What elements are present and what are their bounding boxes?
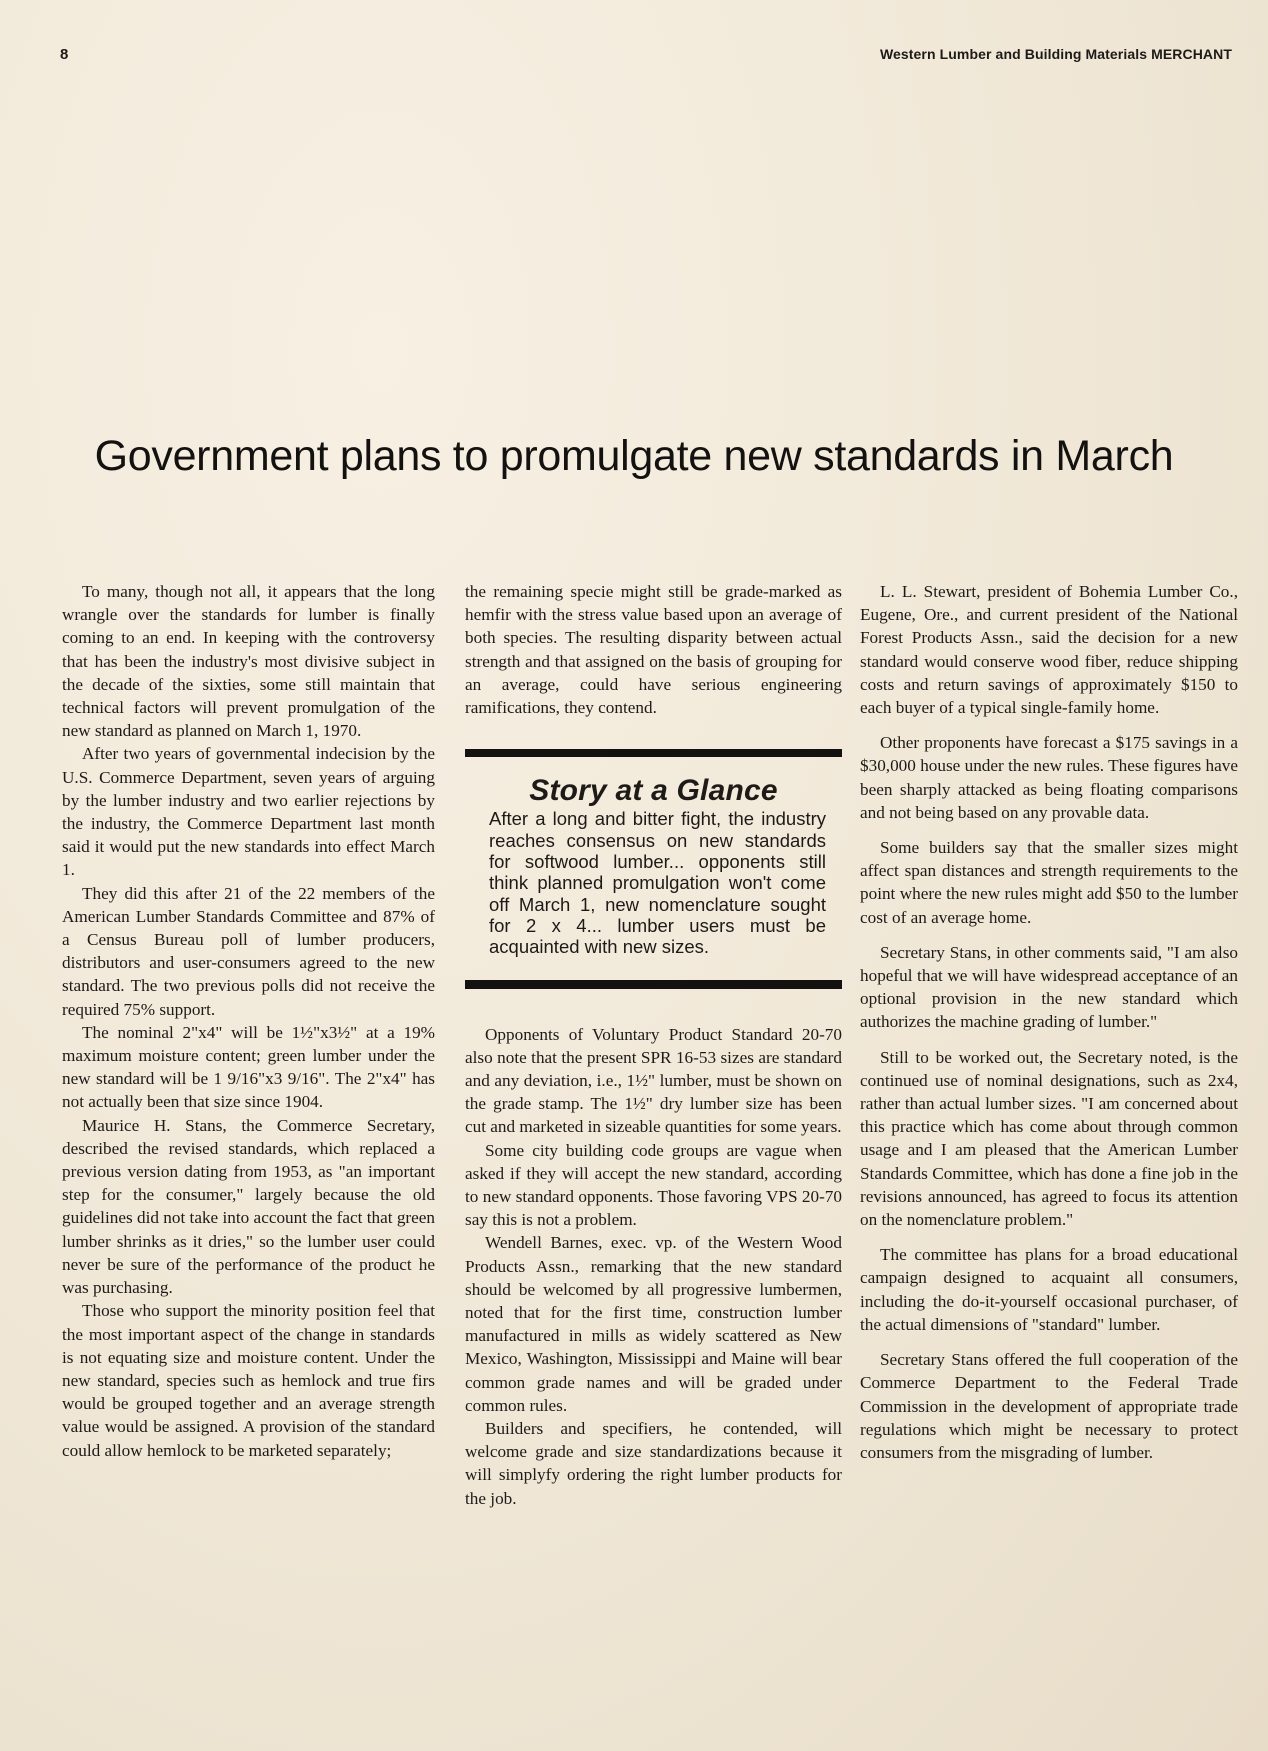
paragraph: the remaining specie might still be grade-marked as hemfir with the stress value based upon an average of both species. The resulting disparity between actual strength and that assigned on the basis of grouping for an average, could have serious engineering ramifications, they contend. xyxy=(465,582,842,718)
article-column-3 xyxy=(860,580,1238,1476)
paragraph: Opponents of Voluntary Product Standard 20-70 also note that the present SPR 16-53 sizes are standard and any deviation, i.e., 1½" lumber, must be shown on the grade stamp. The 1½" dry lumber size has been cut and marketed in sizeable quantities for some years. xyxy=(465,1024,842,1137)
paragraph: Other proponents have forecast a $175 savings in a $30,000 house under the new rules. These figures have been sharply attacked as being floating comparisons and not being based on any provable data. xyxy=(860,733,1238,822)
paragraph: Those who support the minority position feel that the most important aspect of the change in standards is not equating size and moisture content. Under the new standard, species such as hemlock and true firs would be grouped together and an average strength value would be assigned. A provision of the standard could allow hemlock to be marketed separately; xyxy=(62,1301,435,1460)
paragraph: The committee has plans for a broad educational campaign designed to acquaint all consumers, including the do-it-yourself occasional purchaser, of the actual dimensions of "standard" lumber. xyxy=(860,1245,1238,1334)
publication-name: Western Lumber and Building Materials MERCHANT xyxy=(879,46,1232,62)
paragraph: After two years of governmental indecision by the U.S. Commerce Department, seven years of arguing by the lumber industry and two earlier rejections by the industry, the Commerce Department last month said it would put the new standards into effect March 1. xyxy=(62,744,435,880)
paragraph: Secretary Stans offered the full cooperation of the Commerce Department to the Federal Trade Commission in the development of appropriate trade regulations which might be necessary to protect consumers from the misgrading of lumber. xyxy=(860,1350,1238,1462)
paragraph: Maurice H. Stans, the Commerce Secretary, described the revised standards, which replaced a previous version dating from 1953, as "an important step for the consumer," largely because the old guidelines did not take into account the fact that green lumber shrinks as it dries," so the lumber user could never be sure of the performance of the product he was purchasing. xyxy=(62,1115,435,1298)
divider-bar xyxy=(465,980,842,989)
story-at-a-glance-box xyxy=(465,749,842,988)
glance-title: Story at a Glance xyxy=(529,774,778,808)
glance-summary: After a long and bitter fight, the industry reaches consensus on new standards for softwood lumber... opponents still think planned promulgation won't come off March 1, new nomenclature sought for 2 x 4... lumber users must be acquainted with new sizes. xyxy=(489,808,826,958)
page-number: 8 xyxy=(60,46,69,63)
paragraph: They did this after 21 of the 22 members of the American Lumber Standards Committee and 87% of a Census Bureau poll of lumber producers, distributors and user-consumers agreed to the new standard. The two previous polls did not receive the required 75% support. xyxy=(62,883,435,1019)
paragraph: To many, though not all, it appears that the long wrangle over the standards for lumber is finally coming to an end. In keeping with the controversy that has been the industry's most divisive subject in the decade of the sixties, some still maintain that technical factors will prevent promulgation of the new standard as planned on March 1, 1970. xyxy=(62,582,435,741)
article-column-1 xyxy=(62,580,435,1462)
divider-bar xyxy=(465,749,842,757)
column-2-continued xyxy=(465,1023,842,1510)
paragraph: Wendell Barnes, exec. vp. of the Western Wood Products Assn., remarking that the new standard should be welcomed by all progressive lumbermen, noted that for the first time, construction lumber manufactured in mills as widely scattered as New Mexico, Washington, Mississippi and Maine will bear common grade names and will be graded under common rules. xyxy=(465,1233,842,1415)
paragraph: Some builders say that the smaller sizes might affect span distances and strength requirements to the point where the new rules might add $50 to the lumber cost of an average home. xyxy=(860,838,1238,927)
paragraph: Builders and specifiers, he contended, will welcome grade and size standardizations because it will simplyfy ordering the right lumber products for the job. xyxy=(465,1418,842,1508)
paragraph: Still to be worked out, the Secretary noted, is the continued use of nominal designations, such as 2x4, rather than actual lumber sizes. "I am concerned about this practice which has come about through common usage and I am pleased that the American Lumber Standards Committee, which has done a fine job in the revisions announced, has agreed to focus its attention on the nomenclature problem." xyxy=(860,1047,1238,1230)
article-column-2 xyxy=(465,580,842,1510)
paragraph: L. L. Stewart, president of Bohemia Lumber Co., Eugene, Ore., and current president of the National Forest Products Assn., said the decision for a new standard would conserve wood fiber, reduce shipping costs and return savings of approximately $150 to each buyer of a typical single-family home. xyxy=(860,582,1238,718)
article-headline: Government plans to promulgate new standards in March xyxy=(94,432,1174,480)
paragraph: The nominal 2"x4" will be 1½"x3½" at a 19% maximum moisture content; green lumber under the new standard will be 1 9/16"x3 9/16". The 2"x4" has not actually been that size since 1904. xyxy=(62,1022,435,1112)
paragraph: Some city building code groups are vague when asked if they will accept the new standard, according to new standard opponents. Those favoring VPS 20-70 say this is not a problem. xyxy=(465,1140,842,1230)
paragraph: Secretary Stans, in other comments said, "I am also hopeful that we will have widespread acceptance of an optional provision in the new standard which authorizes the machine grading of lumber." xyxy=(860,942,1238,1032)
